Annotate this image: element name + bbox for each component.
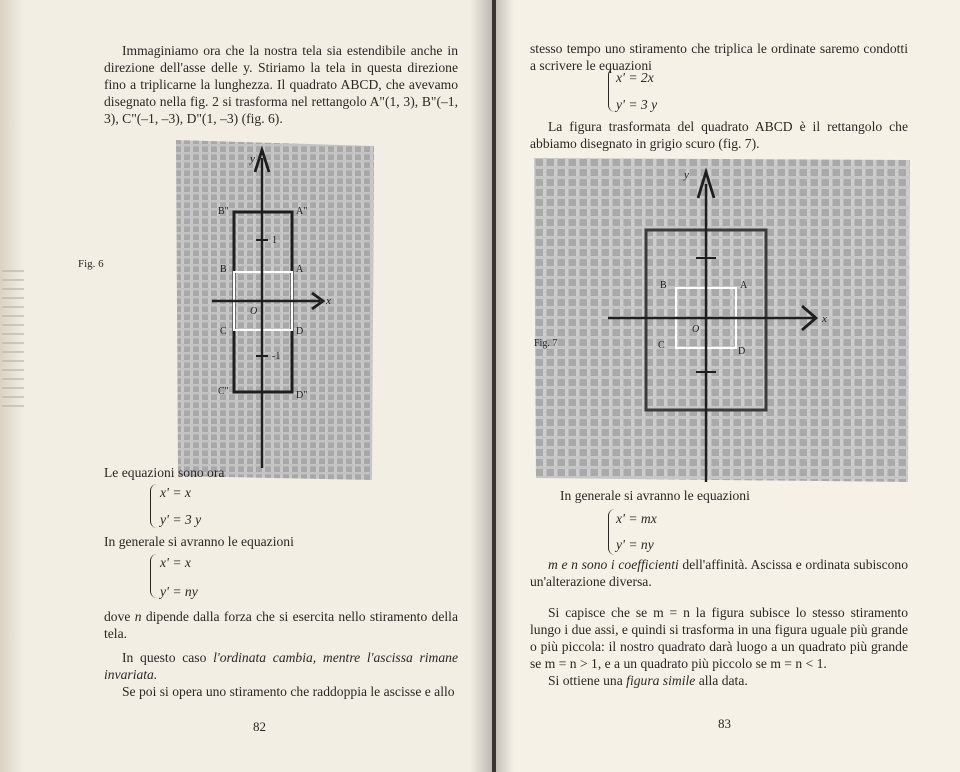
label-c: C (220, 326, 227, 337)
final-line (530, 672, 908, 689)
x-axis-label: x (326, 295, 331, 307)
right-page (496, 0, 960, 772)
label-c-7: C (658, 340, 665, 351)
page-number-right: 83 (718, 716, 731, 731)
label-c-double-prime: C" (218, 386, 229, 397)
continuation-paragraph: stesso tempo uno stiramento che triplica le ordinate saremo condotti a scrivere le equazioni (530, 41, 908, 73)
coef-italic-text: coefficienti (618, 557, 679, 572)
equation-1-line-1: x' = x (160, 485, 191, 500)
equation-brace-2 (150, 554, 157, 598)
general-equations-intro-7: In generale si avranno le equazioni (560, 488, 750, 503)
equation-brace-3 (608, 68, 615, 112)
final-italic-text: figura simile (626, 673, 696, 688)
label-d-double-prime: D" (296, 390, 308, 401)
label-a-7: A (740, 280, 748, 291)
figure-6-canvas (172, 136, 378, 484)
dove-text-a: dove (104, 609, 131, 624)
figure-caption-7: Fig. 7 (534, 338, 558, 349)
figure-7-canvas (532, 156, 912, 486)
equation-4-line-2: y' = ny (616, 537, 654, 552)
equation-2-line-1: x' = x (160, 555, 191, 570)
label-a: A (296, 264, 304, 275)
origin-label-7: O (692, 324, 700, 335)
tick-label-negative: -1 (272, 351, 281, 362)
similar-figure-paragraph: Si capisce che se m = n la figura subisce lo stesso stiramento lungo i due assi, e quindi si trasforma in una figura uguale più grande o più piccola: il nostro quadrato darà luogo a un quadrato più grande se m = n > 1, e a un quadrato più piccolo se m = n < 1. (530, 605, 908, 671)
final-text-a: Si ottiene una (548, 673, 623, 688)
figure-7-paragraph: La figura trasformata del quadrato ABCD è il rettangolo che abbiamo disegnato in grigio scuro (fig. 7). (530, 119, 908, 151)
last-line: Se poi si opera uno stiramento che raddoppia le ascisse e allo (122, 684, 455, 699)
dove-variable-n: n (134, 609, 142, 624)
label-a-double-prime: A" (296, 206, 308, 217)
page-number-left: 82 (253, 719, 266, 734)
equation-3-line-2: y' = 3 y (616, 97, 658, 112)
gutter-shadow-right (496, 0, 514, 772)
intro-paragraph: Immaginiamo ora che la nostra tela sia estendibile anche in direzione dell'asse delle y. Stiriamo la tela in questa direzione fino a triplicarne la lunghezza. Il quadrato ABCD, che avevamo disegnato nella fig. 2 si trasforma nel rettangolo A"(1, 3), B"(–1, 3), C"(–1, –3), D"(1, –3) (fig. 6). (104, 43, 458, 126)
y-axis-label-7: y (684, 169, 689, 181)
case-text: In questo caso (122, 650, 207, 665)
final-text-b: alla data. (698, 673, 748, 688)
case-italic-text: l'ordinata cambia, mentre l'ascissa rimane invariata. (104, 650, 458, 682)
page-edge-marks (2, 270, 24, 410)
label-d: D (296, 326, 304, 337)
label-b-7: B (660, 280, 667, 291)
dove-text-b: dipende dalla forza che si esercita nello stiramento della tela. (104, 609, 458, 641)
tick-label-positive: 1 (272, 235, 277, 246)
case-paragraph (104, 649, 458, 683)
equation-1-line-2: y' = 3 y (160, 512, 202, 527)
equation-4-line-1: x' = mx (616, 511, 657, 526)
label-b-double-prime: B" (218, 206, 229, 217)
label-b: B (220, 264, 227, 275)
stretched-canvas-7 (534, 158, 910, 482)
equation-3-line-1: x' = 2x (616, 70, 654, 85)
equation-brace-1 (150, 484, 157, 528)
equations-intro: Le equazioni sono ora (104, 465, 225, 480)
coefficients-paragraph (530, 556, 908, 590)
coef-text-a: m e n sono i (548, 557, 615, 572)
equation-2-line-2: y' = ny (160, 584, 198, 599)
stretched-canvas (176, 140, 374, 480)
dove-paragraph (104, 608, 458, 642)
x-axis-label-7: x (822, 313, 827, 325)
gutter-shadow-left (470, 0, 492, 772)
equation-brace-4 (608, 509, 615, 555)
coef-text-b: dell'affinità. Ascissa e ordinata subiscono un'alterazione diversa. (530, 557, 908, 589)
general-equations-intro: In generale si avranno le equazioni (104, 534, 294, 549)
y-axis-label: y (250, 153, 255, 165)
figure-caption: Fig. 6 (78, 258, 104, 270)
label-d-7: D (738, 346, 746, 357)
origin-label: O (250, 306, 258, 317)
